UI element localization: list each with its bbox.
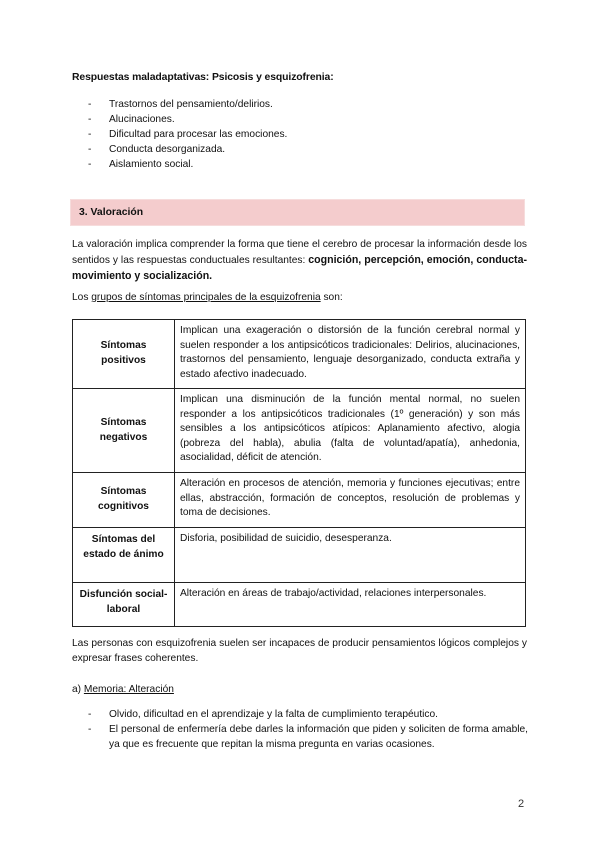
- list-item: - Alucinaciones.: [88, 114, 175, 125]
- dash-bullet-icon: -: [88, 159, 92, 170]
- table-row: [73, 583, 526, 627]
- symptom-label: Síntomas negativos: [73, 389, 175, 473]
- table-row: [73, 320, 526, 389]
- symptom-description: Implican una exageración o distorsión de la función cerebral normal y suelen responder a los antipsicóticos tradicionales: Delirios, alucinaciones, trastornos del pensamiento, lenguaje desorganizado, conducta extraña y estado afectivo inadecuado.: [175, 320, 526, 389]
- list-item: - Trastornos del pensamiento/delirios.: [88, 99, 273, 110]
- dash-bullet-icon: -: [88, 114, 92, 125]
- symptom-label: Síntomas cognitivos: [73, 473, 175, 528]
- dash-bullet-icon: -: [88, 144, 92, 155]
- symptom-description: Alteración en procesos de atención, memoria y funciones ejecutivas; entre ellas, abstracción, formación de conceptos, resolución de problemas y toma de decisiones.: [175, 473, 526, 528]
- memory-list: [88, 707, 528, 752]
- dash-bullet-icon: -: [88, 129, 92, 140]
- groups-paragraph: Los grupos de síntomas principales de la esquizofrenia son:: [72, 292, 343, 303]
- symptom-label: Disfunción social-laboral: [73, 583, 175, 627]
- subsection-heading: a) Memoria: Alteración: [72, 684, 174, 695]
- list-item: - Aislamiento social.: [88, 159, 194, 170]
- dash-bullet-icon: -: [88, 99, 92, 110]
- symptoms-table: [72, 319, 526, 627]
- symptom-label: Síntomas positivos: [73, 320, 175, 389]
- symptom-description: Implican una disminución de la función mental normal, no suelen responder a los antipsicóticos tradicionales (1º generación) y son más sensibles a los antipsicóticos atípicos: Aplanamiento afectivo, alogia (pobreza del habla), abulia (falta de voluntad/apatía), anhedonia, asocialidad, déficit de atención.: [175, 389, 526, 473]
- table-row: [73, 473, 526, 528]
- symptom-label: Síntomas del estado de ánimo: [73, 528, 175, 583]
- section-title: 3. Valoración: [79, 207, 144, 218]
- table-row: [73, 528, 526, 583]
- page-number: 2: [518, 798, 525, 810]
- intro-bold-text: cognición, percepción, emoción, conducta-movimiento y socialización.: [72, 253, 527, 282]
- maladaptive-list: [88, 97, 508, 172]
- groups-underlined-text: grupos de síntomas principales de la esquizofrenia: [91, 292, 321, 303]
- dash-bullet-icon: -: [88, 724, 92, 735]
- list-item: - Dificultad para procesar las emociones.: [88, 129, 288, 140]
- dash-bullet-icon: -: [88, 709, 92, 720]
- section-header-band: [70, 199, 525, 226]
- table-row: [73, 389, 526, 473]
- list-item: - El personal de enfermería debe darles la información que piden y soliciten de forma amable, ya que es frecuente que repitan la misma pregunta en varias ocasiones.: [88, 724, 528, 750]
- subsection-title: Memoria: Alteración: [83, 684, 174, 695]
- list-item: - Olvido, dificultad en el aprendizaje y la falta de cumplimiento terapéutico.: [88, 709, 439, 720]
- list-item: - Conducta desorganizada.: [88, 144, 226, 155]
- maladaptive-heading: Respuestas maladaptativas: Psicosis y esquizofrenia:: [72, 72, 334, 83]
- symptom-description: Alteración en áreas de trabajo/actividad, relaciones interpersonales.: [175, 583, 526, 627]
- intro-paragraph: La valoración implica comprender la forma que tiene el cerebro de procesar la información desde los sentidos y las respuestas conductuales resultantes: cognición, percepción, emoción, conducta-movimiento y socialización.: [72, 239, 527, 282]
- symptom-description: Disforia, posibilidad de suicidio, desesperanza.: [175, 528, 526, 583]
- closing-paragraph: Las personas con esquizofrenia suelen ser incapaces de producir pensamientos lógicos complejos y expresar frases coherentes.: [72, 638, 527, 664]
